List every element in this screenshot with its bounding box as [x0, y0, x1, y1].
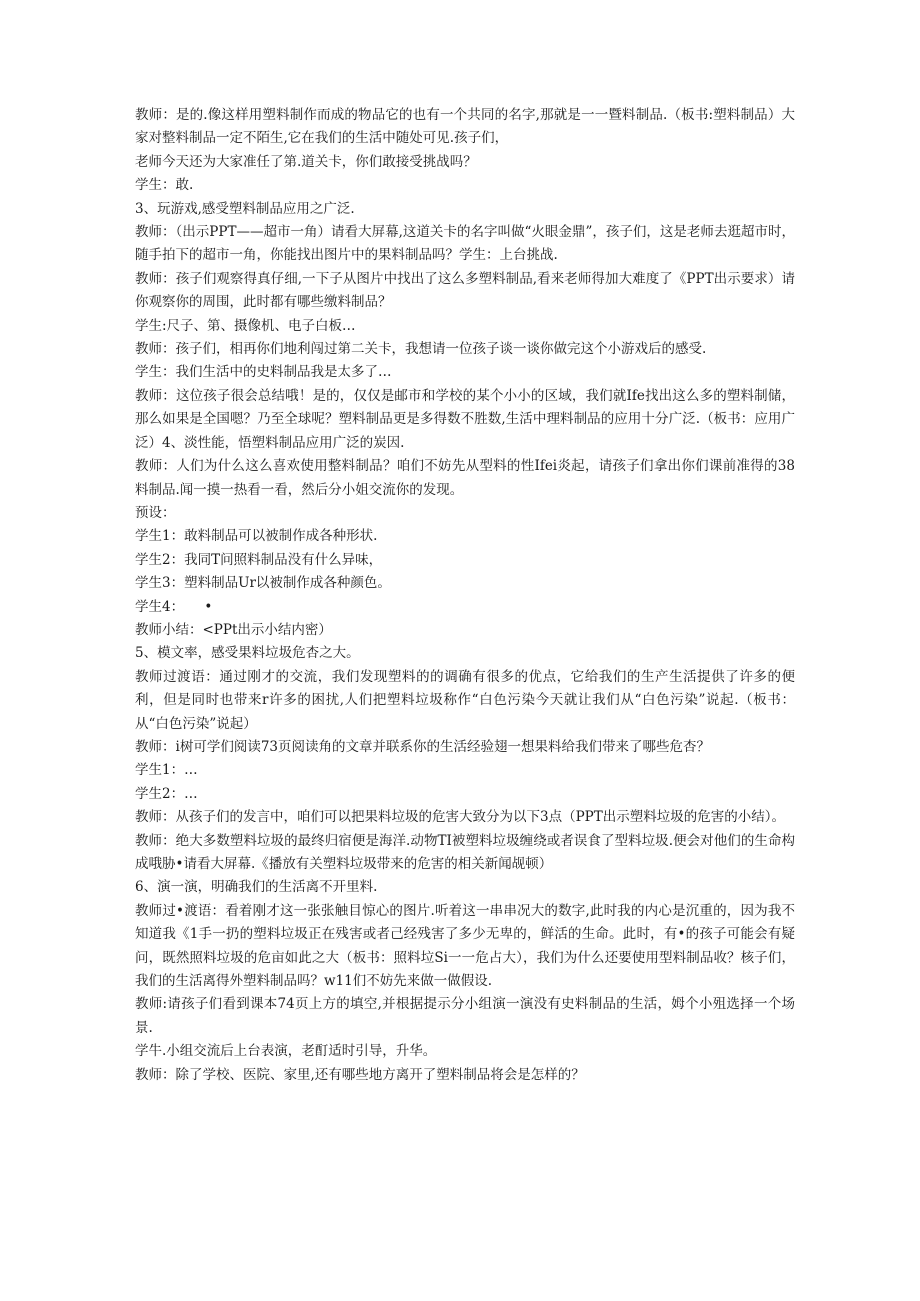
paragraph: 教师：这位孩子很会总结哦！是的，仅仅是邮市和学校的某个小小的区域，我们就Ife找出这么多的塑料制储，那么如果是全国嗯？乃至全球呢？塑料制品更是多得数不胜数,生活中理料制品的应用十分广泛.（板书：应用广泛）4、淡性能，悟塑料制品应用广泛的炭因. — [135, 387, 795, 451]
paragraph: 学生：敢. — [135, 177, 194, 194]
paragraph: 5、模文率，感受果料垃圾危杏之大。 — [135, 645, 360, 662]
paragraph: 学生1：敢料制品可以被制作成各种形状. — [135, 528, 378, 545]
paragraph: 教师：人们为什么这么喜欢使用整料制品？咱们不妨先从型料的性Ifei炎起，请孩子们拿出你们课前准得的38料制品.闻一摸一热看一看，然后分小姐交流你的发现。 — [135, 458, 795, 498]
paragraph: 6、演一演，明确我们的生活离不开里料. — [135, 879, 378, 896]
paragraph: 学生3：塑料制品Ur以被制作成各种颜色。 — [135, 575, 391, 592]
paragraph: 学生2：我同T问照料制品没有什么异味， — [135, 551, 383, 568]
paragraph: 教师：是的.像这样用塑料制作而成的物品它的也有一个共同的名字,那就是一一暨料制品.（板书:塑料制品）大家对整料制品一定不陌生,它在我们的生活中随处可见.孩子们， — [135, 107, 795, 147]
paragraph: 学生2：… — [135, 785, 198, 802]
document-body — [135, 104, 795, 1087]
paragraph: 预设： — [135, 504, 176, 521]
paragraph: 学生1：… — [135, 762, 198, 779]
paragraph: 学牛.小组交流后上台表演，老酊适时引导，升华。 — [135, 1043, 437, 1060]
paragraph: 教师：除了学校、医院、家里,还有哪些地方离开了塑料制品将会是怎样的？ — [135, 1066, 585, 1083]
paragraph: 教师过渡语：通过刚才的交流，我们发现塑料的的调确有很多的优点，它给我们的生产生活提供了许多的便利，但是同时也带来r许多的困扰,人们把塑料垃圾称作“白色污染今天就让我们从“白色污染”说起.（板书：从“白色污染”说起） — [135, 668, 795, 732]
paragraph: 教师过•渡语：看着刚才这一张张触目惊心的图片.听着这一串串况大的数字,此时我的内心是沉重的，因为我不知道我《1手一扔的塑料垃圾正在残害或者己经残害了多少无卑的，鲜活的生命。此时，有•的孩子可能会有疑问，既然照料垃圾的危亩如此之大（板书：照料垃Si一一危占大），我们为什么还要使用型料制品收？核子们，我们的生活离得外塑料制品吗？w11们不妨先来做一做假设. — [135, 902, 795, 990]
paragraph: 教师小结：<PPt出示小结内密） — [135, 621, 332, 638]
paragraph: 教师：从孩子们的发言中，咱们可以把果料垃圾的危害大致分为以下3点（PPT出示塑料垃圾的危害的小结）。 — [135, 809, 786, 826]
paragraph: 3、玩游戏,感受塑料制品应用之广泛. — [135, 200, 355, 217]
paragraph: 教师：孩子们观察得真仔细,一下子从图片中找出了这么多塑料制品,看来老师得加大难度了《PPT出示要求）请你观察你的周围，此时都有哪些缴料制品？ — [135, 270, 795, 311]
paragraph: 教师:请孩子们看到课本74页上方的填空,并根据提示分小组演一演没有史料制品的生活，姆个小殂选择一个场景. — [135, 996, 795, 1036]
paragraph: 教师：绝大多数塑料垃圾的最终归宿便是海洋.动物TI被塑料垃圾缠绕或者误食了型料垃圾.便会对他们的生命构成哦胁•请看大屏幕.《播放有关塑料垃圾带来的危害的相关新闻觇顿） — [135, 832, 795, 872]
paragraph: 教师：孩子们，相再你们地利闯过第二关卡，我想请一位孩子谈一谈你做完这个小游戏后的感受. — [135, 341, 707, 358]
paragraph: 学生：我们生活中的史料制品我是太多了… — [135, 364, 392, 381]
paragraph: 学生:尺子、第、摄像机、电子白板… — [135, 317, 356, 334]
paragraph: 教师：i树可学们阅读73页阅读角的文章并联系你的生活经验翅一想果料给我们带来了哪些危杏？ — [135, 738, 710, 755]
paragraph: 老师今天还为大家准任了第.道关卡，你们敢接受挑战吗？ — [135, 153, 477, 170]
paragraph: 教师：（出示PPT——超市一角）请看大屏幕,这道关卡的名字叫做“火眼金鼎”，孩子们，这是老师去逛超市时，随手拍下的超市一角，你能找出图片中的果料制品吗？学生：上台挑战. — [135, 224, 795, 264]
paragraph: 学生4： • — [135, 598, 213, 615]
